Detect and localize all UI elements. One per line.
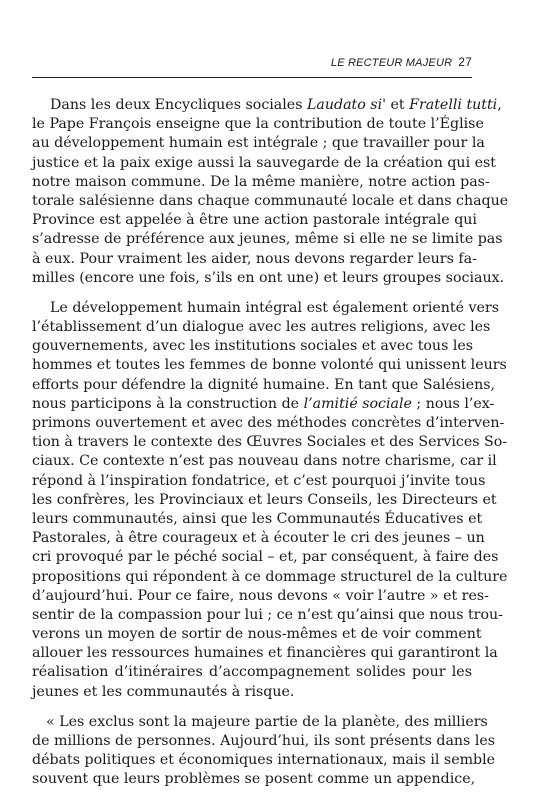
- text-line: [32, 732, 496, 751]
- text-run: leurs communautés, ainsi que les Communautés Éducatives et: [32, 510, 483, 527]
- text-line: [32, 663, 472, 682]
- text-run: gouvernements, avec les institutions sociales et avec tous les: [32, 338, 474, 355]
- text-line: [32, 433, 508, 452]
- text-run: d’aujourd’hui. Pour ce faire, nous devons « voir l’autre » et res-: [32, 587, 489, 604]
- text-run: l’établissement d’un dialogue avec les autres religions, avec les: [32, 319, 491, 336]
- text-run: notre maison commune. De la même manière, notre action pas-: [32, 173, 490, 190]
- text-line: [32, 356, 507, 375]
- text-line: [32, 230, 503, 249]
- text-run: réalisation d’itinéraires d’accompagnement solides pour les: [32, 664, 472, 681]
- text-run: débats politiques et économiques internationaux, mais il semble: [32, 752, 496, 769]
- text-run: « Les exclus sont la majeure partie de la planète, des milliers: [46, 713, 488, 730]
- text-run: efforts pour défendre la dignité humaine. En tant que Salésiens,: [32, 376, 496, 393]
- paragraph: [32, 713, 496, 790]
- text-run: cri provoqué par le péché social – et, par conséquent, à faire des: [32, 549, 499, 566]
- italic-run: l’amitié sociale: [303, 395, 412, 412]
- text-line: [32, 472, 486, 491]
- text-line: [32, 491, 497, 510]
- text-run: Pastorales, à être courageux et à écouter le cri des jeunes – un: [32, 530, 485, 547]
- text-run: allouer les ressources humaines et financières qui garantiront la: [32, 645, 498, 662]
- paragraph: [32, 96, 509, 288]
- text-line: [32, 250, 477, 269]
- text-run: propositions qui répondent à ce dommage structurel de la culture: [32, 568, 508, 585]
- text-line: [32, 269, 505, 288]
- text-run: nous participons à la construction de: [32, 395, 304, 412]
- text-run: Le développement humain intégral est également orienté vers: [50, 299, 499, 316]
- text-line: [32, 587, 489, 606]
- text-run: tion à travers le contexte des Œuvres Sociales et des Services So-: [32, 434, 508, 451]
- text-run: Dans les deux Encycliques sociales: [50, 97, 307, 113]
- text-line: [32, 452, 497, 471]
- text-run: ,: [497, 97, 502, 113]
- running-header: [32, 55, 472, 78]
- text-line: [32, 318, 491, 337]
- text-line: [32, 173, 490, 192]
- text-run: de millions de personnes. Aujourd’hui, ils sont présents dans les: [32, 733, 496, 749]
- text-run: milles (encore une fois, s’ils en ont une) et leurs groupes sociaux.: [32, 269, 505, 286]
- text-line: [32, 568, 508, 587]
- text-run: hommes et toutes les femmes de bonne volonté qui unissent leurs: [32, 357, 507, 374]
- text-line: [32, 337, 472, 356]
- text-run: souvent que leurs problèmes se posent comme un appendice,: [32, 771, 476, 788]
- text-line: [32, 644, 498, 663]
- italic-run: Laudato si': [306, 97, 387, 113]
- text-run: répond à l’inspiration fondatrice, et c’est pourquoi j’invite tous: [32, 472, 486, 489]
- text-line: [32, 625, 482, 644]
- text-line: [32, 751, 496, 770]
- text-line: [32, 606, 503, 625]
- paragraph: [32, 299, 508, 702]
- text-line: [32, 683, 472, 702]
- text-run: à eux. Pour vraiment les aider, nous devons regarder leurs fa-: [32, 250, 477, 267]
- text-line: [32, 192, 509, 211]
- text-run: s’adresse de préférence aux jeunes, même si elle ne se limite pas: [32, 231, 503, 248]
- text-run: sentir de la compassion pour lui ; ce n’est qu’ainsi que nous trou-: [32, 606, 503, 623]
- text-line: [32, 414, 505, 433]
- text-run: Province est appelée à être une action pastorale intégrale qui: [32, 212, 477, 229]
- text-run: torale salésienne dans chaque communauté locale et dans chaque: [32, 192, 509, 209]
- text-line: [32, 154, 496, 173]
- text-line: [32, 376, 496, 395]
- text-run: primons ouvertement et avec des méthodes concrètes d’interven-: [32, 415, 505, 431]
- text-run: ; nous l’ex-: [411, 395, 495, 412]
- text-line: [32, 395, 495, 414]
- body-text: [32, 96, 509, 790]
- text-run: les confrères, les Provinciaux et leurs Conseils, les Directeurs et: [32, 491, 497, 508]
- text-line: [32, 548, 499, 567]
- text-run: verons un moyen de sortir de nous-mêmes et de voir comment: [32, 626, 482, 643]
- text-run: le Pape François enseigne que la contribution de toute l’Église: [32, 116, 484, 133]
- text-line: [32, 299, 499, 318]
- text-line: [32, 115, 484, 134]
- page-number: 27: [458, 55, 472, 69]
- italic-run: Fratelli tutti: [409, 97, 498, 113]
- text-line: [32, 510, 483, 529]
- text-run: jeunes et les communautés à risque.: [32, 683, 295, 700]
- text-run: au développement humain est intégrale ; que travailler pour la: [32, 135, 485, 152]
- text-run: ciaux. Ce contexte n’est pas nouveau dans notre charisme, car il: [32, 453, 497, 470]
- text-line: [32, 211, 477, 230]
- text-line: [32, 713, 488, 732]
- text-run: justice et la paix exige aussi la sauvegarde de la création qui est: [32, 154, 496, 171]
- text-run: et: [386, 97, 410, 113]
- text-line: [32, 96, 502, 115]
- text-line: [32, 134, 485, 153]
- running-header-title: LE RECTEUR MAJEUR: [330, 57, 453, 69]
- text-line: [32, 770, 476, 789]
- text-line: [32, 529, 485, 548]
